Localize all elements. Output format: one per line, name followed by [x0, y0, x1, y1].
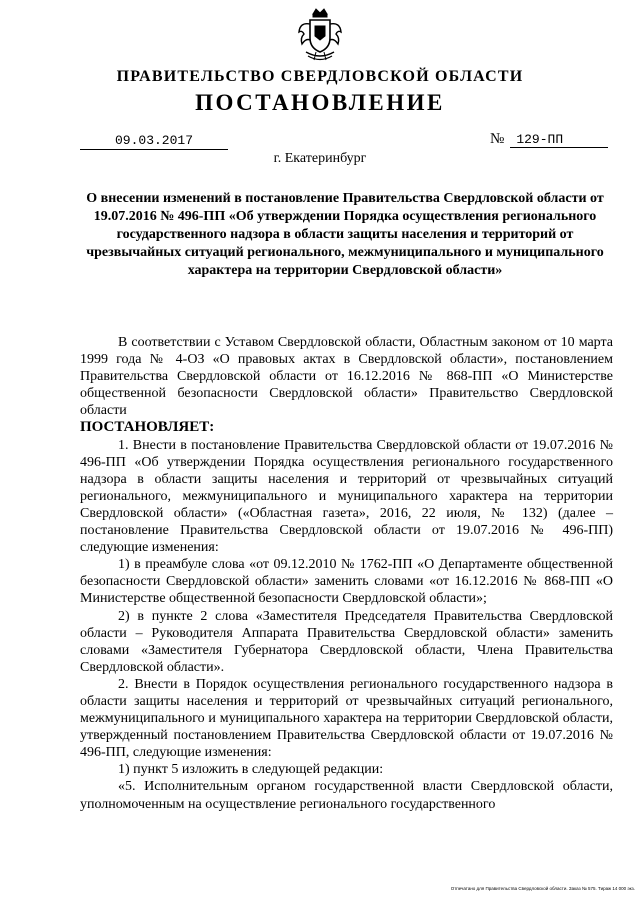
city: г. Екатеринбург: [273, 151, 367, 166]
document-heading: О внесении изменений в постановление Правительства Свердловской области от 19.07.2016 № 496-ПП «Об утверждении Порядка осуществления регионального государственного надзора в области защиты населения и территорий от чрезвычайных ситуаций регионального, межмуниципального и муниципального характера на территории Свердловской области»: [86, 191, 604, 278]
print-footer: Отпечатано для Правительства Свердловской области. Заказ № 575. Тираж 14 000 экз.: [450, 886, 635, 891]
paragraph-1-2: 2) в пункте 2 слова «Заместителя Председателя Правительства Свердловской области – Руководителя Аппарата Правительства Свердловской области» заменить словами «Заместителя Губернатора Свердловской области, Члена Правительства Свердловской области».: [80, 608, 613, 675]
paragraph-2-quote: «5. Исполнительным органом государственной власти Свердловской области, уполномоченным на осуществление регионального государственного: [80, 779, 613, 812]
document-body: [80, 334, 613, 813]
intro-paragraph: В соответствии с Уставом Свердловской области, Областным законом от 10 марта 1999 года № 4-ОЗ «О правовых актах в Свердловской области», постановлением Правительства Свердловской области от 16.12.2016 № 868-ПП «О Министерстве общественной безопасности Свердловской области» Правительство Свердловской области: [80, 335, 613, 419]
resolves-label: ПОСТАНОВЛЯЕТ:: [80, 419, 215, 436]
document-type: ПОСТАНОВЛЕНИЕ: [195, 90, 445, 115]
paragraph-2-1: 1) пункт 5 изложить в следующей редакции:: [118, 762, 384, 778]
number-value: 129-ПП: [510, 132, 608, 148]
government-title: ПРАВИТЕЛЬСТВО СВЕРДЛОВСКОЙ ОБЛАСТИ: [116, 68, 524, 85]
paragraph-2: 2. Внести в Порядок осуществления регионального государственного надзора в области защиты населения и территорий от чрезвычайных ситуаций регионального, межмуниципального и муниципального характера на территории Свердловской области, утвержденный постановлением Правительства Свердловской области от 19.07.2016 № 496-ПП, следующие изменения:: [80, 676, 613, 761]
paragraph-1: 1. Внести в постановление Правительства Свердловской области от 19.07.2016 № 496-ПП «Об утверждении Порядка осуществления регионального государственного надзора в области защиты населения и территорий от чрезвычайных ситуаций регионального, межмуниципального и муниципального характера на территории Свердловской области» («Областная газета», 2016, 22 июля, № 132) (далее – постановление Правительства Свердловской области от 19.07.2016 № 496-ПП) следующие изменения:: [80, 437, 613, 556]
document-number: [490, 131, 610, 148]
coat-of-arms-icon: [296, 8, 344, 64]
document-date: 09.03.2017: [80, 133, 228, 150]
paragraph-1-1: 1) в преамбуле слова «от 09.12.2010 № 1762-ПП «О Департаменте общественной безопасности Свердловской области» заменить словами «от 16.12.2016 № 868-ПП «О Министерстве общественной безопасности Свердловской области»;: [80, 557, 613, 607]
number-sign: №: [490, 131, 505, 147]
